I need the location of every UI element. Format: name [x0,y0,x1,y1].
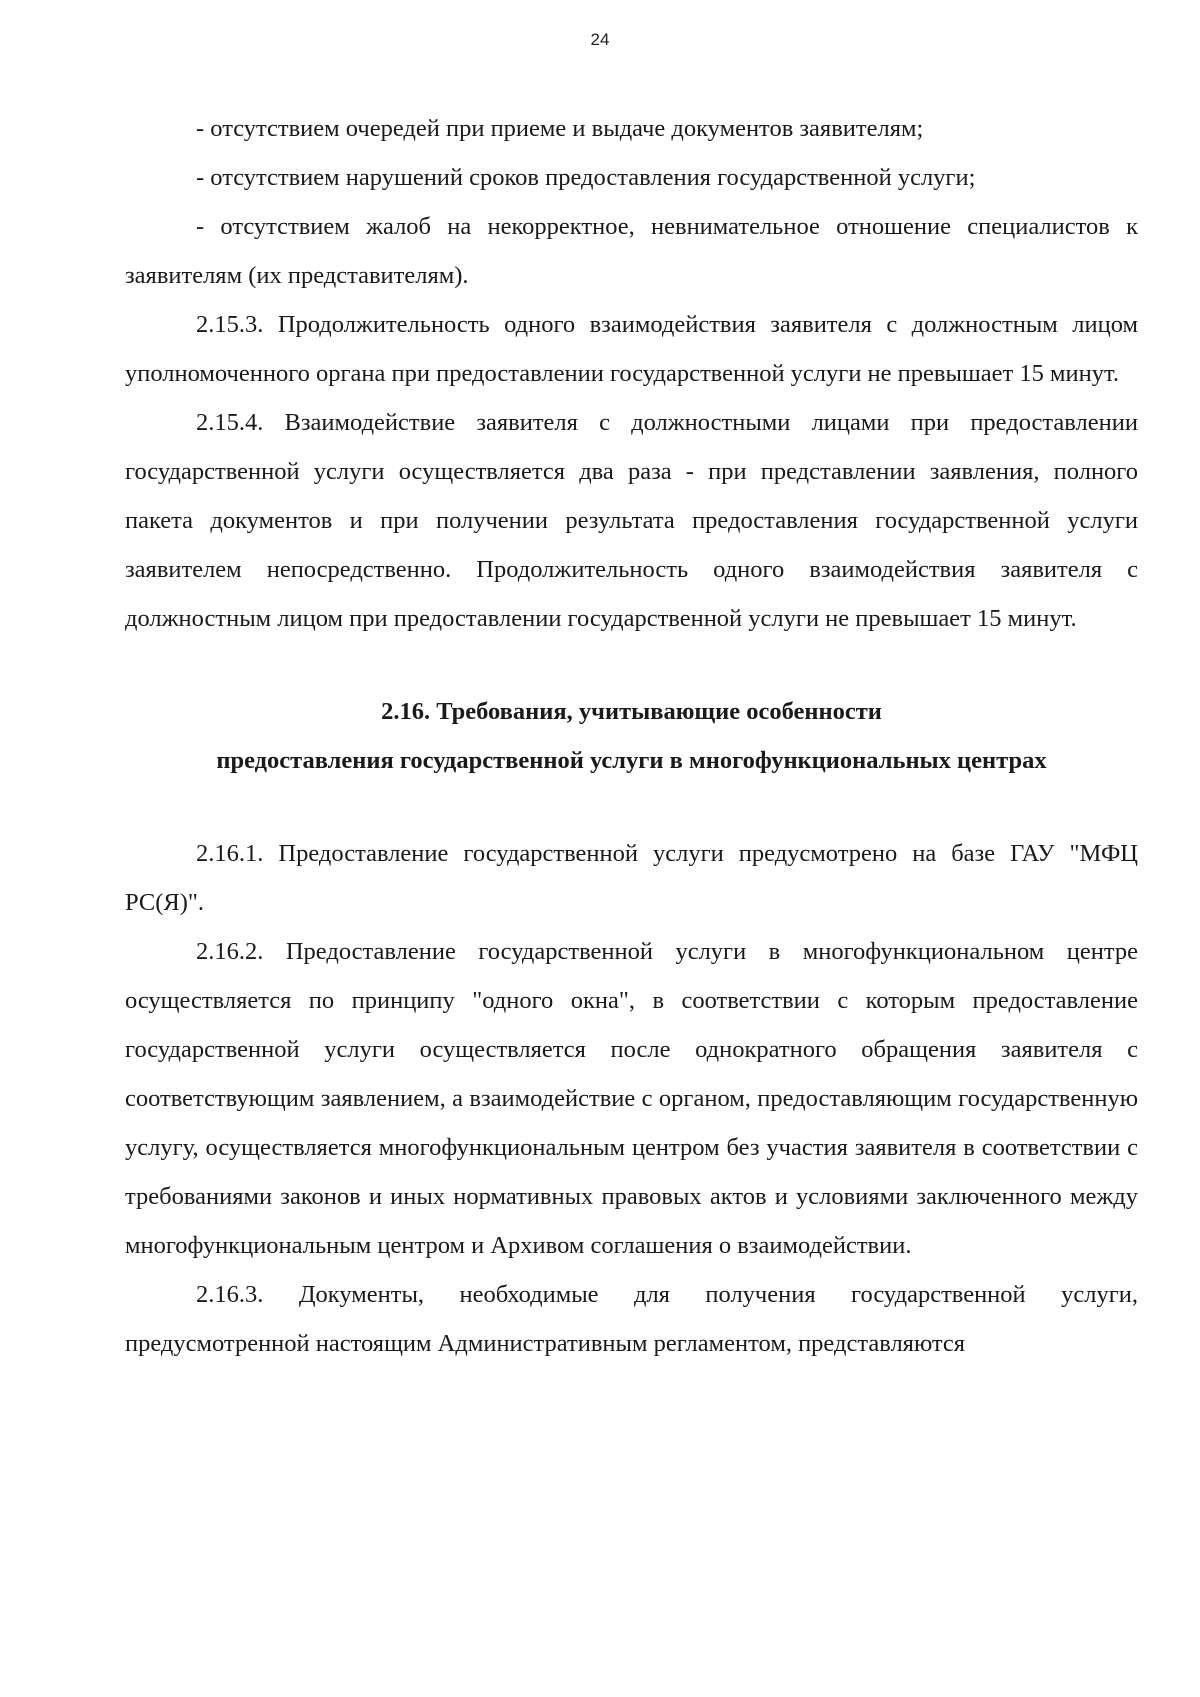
page-number: 24 [590,30,610,49]
document-body [125,104,1138,1368]
paragraph-2-16-2: 2.16.2. Предоставление государственной услуги в многофункциональном центре осуществляется по принципу "одного окна", в соответствии с которым предоставление государственной услуги осуществляется после однократного обращения заявителя с соответствующим заявлением, а взаимодействие с органом, предоставляющим государственную услугу, осуществляется многофункциональным центром без участия заявителя в соответствии с требованиями законов и иных нормативных правовых актов и условиями заключенного между многофункциональным центром и Архивом соглашения о взаимодействии. [125,938,1138,1259]
paragraph-no-deadline-violations: - отсутствием нарушений сроков предоставления государственной услуги; [196,164,976,191]
paragraph-2-16-1: 2.16.1. Предоставление государственной услуги предусмотрено на базе ГАУ "МФЦ РС(Я)". [125,840,1138,916]
section-heading-line-1: 2.16. Требования, учитывающие особенности [381,698,882,725]
paragraph-no-complaints: - отсутствием жалоб на некорректное, невнимательное отношение специалистов к заявителям (их представителям). [125,213,1138,289]
section-heading [125,687,1138,785]
section-body [125,829,1138,1368]
section-heading-line-2: предоставления государственной услуги в многофункциональных центрах [216,747,1047,774]
paragraph-no-queues: - отсутствием очередей при приеме и выдаче документов заявителям; [196,115,924,142]
paragraph-2-16-3: 2.16.3. Документы, необходимые для получения государственной услуги, предусмотренной настоящим Административным регламентом, представляются [125,1281,1138,1357]
paragraph-2-15-3: 2.15.3. Продолжительность одного взаимодействия заявителя с должностным лицом уполномоченного органа при предоставлении государственной услуги не превышает 15 минут. [125,311,1138,387]
paragraph-2-15-4: 2.15.4. Взаимодействие заявителя с должностными лицами при предоставлении государственной услуги осуществляется два раза - при представлении заявления, полного пакета документов и при получении результата предоставления государственной услуги заявителем непосредственно. Продолжительность одного взаимодействия заявителя с должностным лицом при предоставлении государственной услуги не превышает 15 минут. [125,409,1138,632]
